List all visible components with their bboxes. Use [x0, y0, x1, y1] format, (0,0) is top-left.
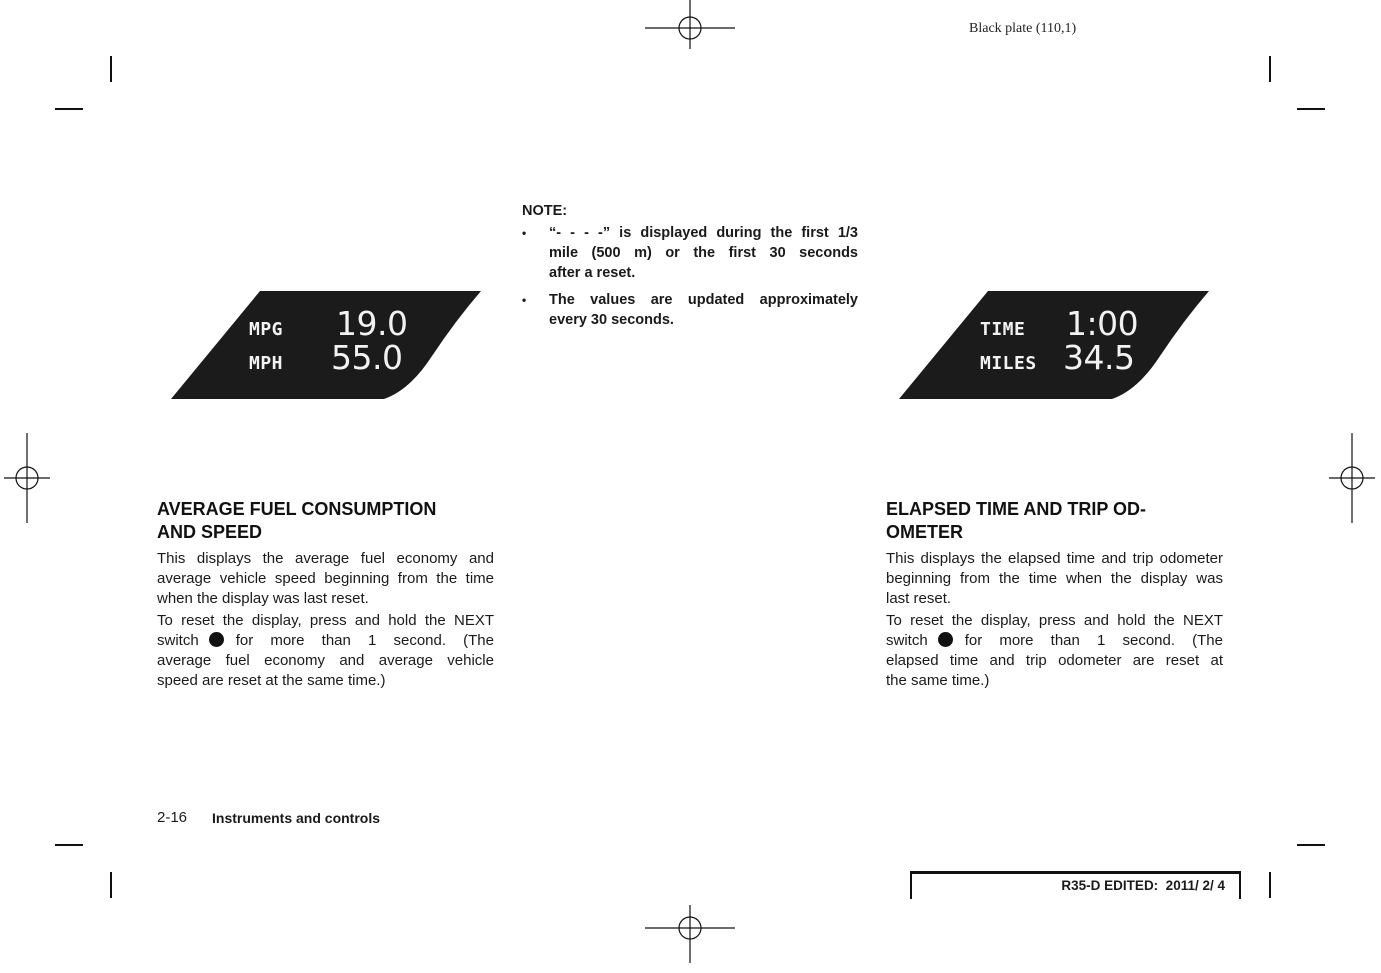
registration-mark-icon: [645, 0, 735, 73]
switch-word: switch: [886, 632, 928, 649]
edit-stamp: [910, 871, 1241, 899]
section-heading: [157, 498, 497, 544]
registration-mark-icon: [645, 883, 735, 973]
paragraph-text: for more than 1 second. (The: [964, 632, 1223, 649]
time-label: TIME: [980, 319, 1026, 340]
plate-label: Black plate (110,1): [969, 21, 1077, 36]
paragraph-line: average vehicle speed beginning from the time: [157, 570, 494, 587]
miles-value: 34.5: [1063, 338, 1135, 377]
paragraph-line: beginning from the time when the display was: [886, 570, 1223, 587]
paragraph-line: [886, 631, 1223, 651]
note-line: The values are updated approximately: [549, 292, 858, 308]
mpg-value: 19.0: [336, 304, 408, 343]
paragraph-line: This displays the average fuel economy and: [157, 550, 494, 567]
fuel-speed-display: [170, 290, 482, 400]
time-trip-display: [898, 290, 1210, 400]
section-heading: [886, 498, 1226, 544]
paragraph-line: To reset the display, press and hold the NEXT: [886, 612, 1223, 629]
note-line: every 30 seconds.: [549, 312, 674, 328]
registration-mark-icon: [0, 433, 72, 523]
paragraph-line: when the display was last reset.: [157, 590, 369, 607]
reset-paragraph: [157, 611, 494, 691]
paragraph-line: the same time.): [886, 672, 990, 689]
bullet-icon: •: [522, 293, 527, 307]
mpg-label: MPG: [249, 319, 284, 340]
paragraph-text: for more than 1 second. (The: [235, 632, 494, 649]
note-line: “- - - -” is displayed during the first 1/3: [549, 225, 858, 241]
paragraph-line: This displays the elapsed time and trip odometer: [886, 550, 1223, 567]
crop-mark: [55, 844, 83, 846]
page-number: 2-16: [157, 809, 188, 826]
crop-mark: [1297, 108, 1325, 110]
heading-line: AVERAGE FUEL CONSUMPTION: [157, 499, 437, 519]
paragraph-line: last reset.: [886, 590, 952, 607]
crop-mark: [1297, 844, 1325, 846]
crop-mark: [110, 872, 112, 898]
reset-paragraph: [886, 611, 1223, 691]
mph-label: MPH: [249, 353, 284, 374]
next-switch-icon: [938, 632, 953, 647]
time-value: 1:00: [1066, 304, 1139, 343]
section-paragraph: [886, 549, 1223, 609]
chapter-title: Instruments and controls: [212, 810, 381, 826]
heading-line: ELAPSED TIME AND TRIP OD-: [886, 499, 1147, 519]
crop-mark: [110, 56, 112, 82]
note-line: mile (500 m) or the first 30 seconds: [549, 245, 858, 261]
paragraph-line: speed are reset at the same time.): [157, 672, 386, 689]
heading-line: AND SPEED: [157, 522, 263, 542]
paragraph-line: To reset the display, press and hold the NEXT: [157, 612, 494, 629]
paragraph-line: average fuel economy and average vehicle: [157, 652, 494, 669]
next-switch-icon: [209, 632, 224, 647]
mph-value: 55.0: [331, 338, 403, 377]
note-title: NOTE:: [522, 203, 568, 219]
note-line: after a reset.: [549, 265, 636, 281]
display-panel-shape: [170, 290, 482, 400]
note-item: [522, 290, 858, 330]
note-item: [522, 223, 858, 283]
paragraph-line: [157, 631, 494, 651]
heading-line: OMETER: [886, 522, 964, 542]
bullet-icon: •: [522, 226, 527, 240]
section-paragraph: [157, 549, 494, 609]
switch-word: switch: [157, 632, 199, 649]
display-panel-shape: [898, 290, 1210, 400]
edit-stamp-text: R35-D EDITED: 2011/ 2/ 4: [1061, 878, 1225, 893]
registration-mark-icon: [1307, 433, 1381, 523]
miles-label: MILES: [980, 353, 1037, 374]
crop-mark: [55, 108, 83, 110]
crop-mark: [1269, 872, 1271, 898]
paragraph-line: elapsed time and trip odometer are reset at: [886, 652, 1223, 669]
crop-mark: [1269, 56, 1271, 82]
